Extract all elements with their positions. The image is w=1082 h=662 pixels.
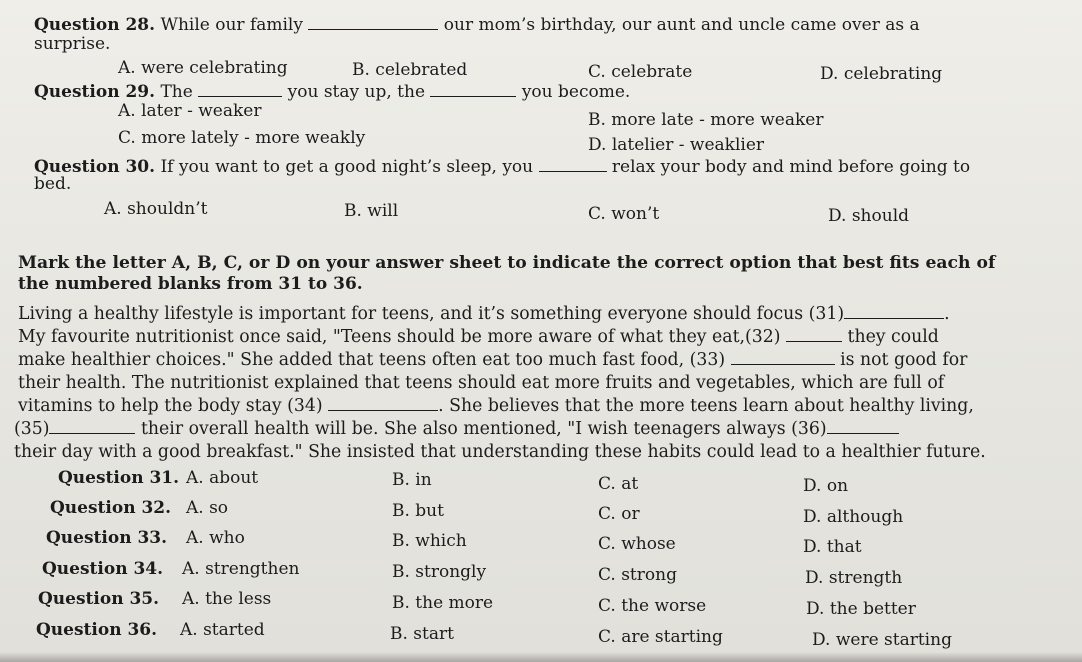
q28-text2: our mom’s birthday, our aunt and uncle came over as a xyxy=(443,15,920,35)
passage-l1a: Living a healthy lifestyle is important for teens, and it’s something everyone should focus (31) xyxy=(18,304,845,324)
q28-label: Question 28. xyxy=(34,15,156,35)
q30-text1: If you want to get a good night’s sleep, you xyxy=(160,157,534,177)
q34-option-d[interactable]: D. strength xyxy=(805,568,903,588)
q36-label: Question 36. xyxy=(36,620,158,640)
q32-option-c[interactable]: C. or xyxy=(598,504,640,524)
q29-text1: The xyxy=(160,82,193,102)
q31-option-a[interactable]: A. about xyxy=(186,468,259,488)
q33-option-d[interactable]: D. that xyxy=(803,537,862,557)
q29-text2: you stay up, the xyxy=(287,82,426,102)
q35-option-d[interactable]: D. the better xyxy=(806,599,916,619)
blank-36 xyxy=(827,419,899,434)
q30-text2: relax your body and mind before going to xyxy=(611,157,971,177)
q28-stem-line2: surprise. xyxy=(34,34,111,54)
q36-option-a[interactable]: A. started xyxy=(180,620,265,640)
instruction-line2: the numbered blanks from 31 to 36. xyxy=(18,274,363,294)
q34-option-b[interactable]: B. strongly xyxy=(392,562,487,582)
q30-label: Question 30. xyxy=(34,157,156,177)
q29-label: Question 29. xyxy=(34,82,156,102)
q32-label: Question 32. xyxy=(50,498,172,518)
q33-option-a[interactable]: A. who xyxy=(186,528,245,548)
q29-text3: you become. xyxy=(521,82,631,102)
blank-35 xyxy=(49,419,135,434)
instruction-line1: Mark the letter A, B, C, or D on your answer sheet to indicate the correct option that best fits each of xyxy=(18,253,996,273)
q29-option-b[interactable]: B. more late - more weaker xyxy=(588,110,824,130)
q34-option-c[interactable]: C. strong xyxy=(598,565,677,585)
q34-option-a[interactable]: A. strengthen xyxy=(182,559,300,579)
q35-option-b[interactable]: B. the more xyxy=(392,593,494,613)
q31-option-d[interactable]: D. on xyxy=(803,476,849,496)
q30-stem-line2: bed. xyxy=(34,174,72,194)
passage-l6a: (35) xyxy=(14,419,50,439)
page-bottom-shadow xyxy=(0,652,1082,662)
q36-option-b[interactable]: B. start xyxy=(390,624,454,644)
q28-option-d[interactable]: D. celebrating xyxy=(820,64,943,84)
q29-blank2 xyxy=(430,82,516,97)
passage-l2b: they could xyxy=(847,327,939,347)
q32-option-b[interactable]: B. but xyxy=(392,501,444,521)
passage-line3 xyxy=(18,350,967,370)
blank-32 xyxy=(786,327,842,342)
q30-option-d[interactable]: D. should xyxy=(828,206,910,226)
q28-option-c[interactable]: C. celebrate xyxy=(588,62,693,82)
passage-l1b: . xyxy=(944,304,950,324)
q31-label: Question 31. xyxy=(58,468,180,488)
q36-option-d[interactable]: D. were starting xyxy=(812,630,952,650)
blank-33 xyxy=(731,350,835,365)
blank-34 xyxy=(328,396,438,411)
q28-blank xyxy=(308,15,438,30)
passage-line2 xyxy=(18,327,939,347)
q36-option-c[interactable]: C. are starting xyxy=(598,627,723,647)
q30-option-b[interactable]: B. will xyxy=(344,201,399,221)
passage-l5b: . She believes that the more teens learn about healthy living, xyxy=(438,396,974,416)
q31-option-c[interactable]: C. at xyxy=(598,474,639,494)
q35-option-a[interactable]: A. the less xyxy=(182,589,272,609)
q30-stem-line1 xyxy=(34,157,970,177)
q32-option-d[interactable]: D. although xyxy=(803,507,904,527)
q34-label: Question 34. xyxy=(42,559,164,579)
q30-option-a[interactable]: A. shouldn’t xyxy=(104,199,208,219)
q29-option-a[interactable]: A. later - weaker xyxy=(118,101,262,121)
q35-option-c[interactable]: C. the worse xyxy=(598,596,707,616)
q29-stem xyxy=(34,82,630,102)
passage-l5a: vitamins to help the body stay (34) xyxy=(18,396,323,416)
q29-blank1 xyxy=(198,82,282,97)
passage-l6b: their overall health will be. She also mentioned, "I wish teenagers always (36) xyxy=(140,419,827,439)
q33-option-c[interactable]: C. whose xyxy=(598,534,676,554)
blank-31 xyxy=(844,304,944,319)
q29-option-c[interactable]: C. more lately - more weakly xyxy=(118,128,366,148)
passage-l2a: My favourite nutritionist once said, "Teens should be more aware of what they eat,(32) xyxy=(18,327,781,347)
passage-line7: their day with a good breakfast." She insisted that understanding these habits could lead to a healthier future. xyxy=(14,442,986,462)
q30-option-c[interactable]: C. won’t xyxy=(588,204,660,224)
passage-line4: their health. The nutritionist explained that teens should eat more fruits and vegetables, which are full of xyxy=(18,373,945,393)
passage-line5 xyxy=(18,396,974,416)
q32-option-a[interactable]: A. so xyxy=(186,498,229,518)
q33-option-b[interactable]: B. which xyxy=(392,531,467,551)
q28-stem-line1 xyxy=(34,15,920,35)
passage-line6 xyxy=(14,419,899,439)
q28-option-a[interactable]: A. were celebrating xyxy=(118,58,288,78)
passage-l3b: is not good for xyxy=(840,350,968,370)
q35-label: Question 35. xyxy=(38,589,160,609)
q33-label: Question 33. xyxy=(46,528,168,548)
q29-option-d[interactable]: D. latelier - weaklier xyxy=(588,135,765,155)
passage-line1 xyxy=(18,304,950,324)
q28-text1: While our family xyxy=(160,15,303,35)
q28-option-b[interactable]: B. celebrated xyxy=(352,60,468,80)
q30-blank xyxy=(539,157,607,172)
passage-l3a: make healthier choices." She added that teens often eat too much fast food, (33) xyxy=(18,350,726,370)
q31-option-b[interactable]: B. in xyxy=(392,470,432,490)
